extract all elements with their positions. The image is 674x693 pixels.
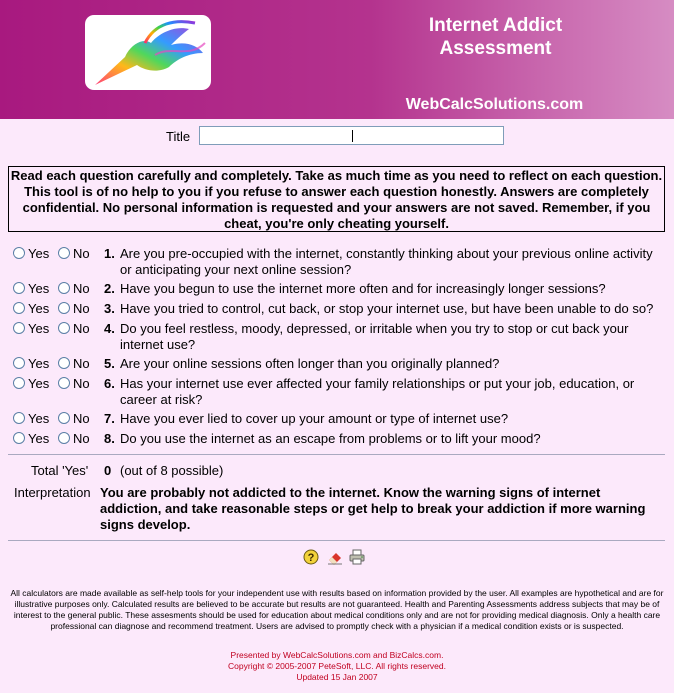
title-label: Title [166,129,191,144]
no-radio[interactable] [58,302,70,314]
no-label: No [73,411,90,426]
question-number: 6. [104,376,115,391]
yes-label: Yes [28,321,50,336]
question-number: 8. [104,431,115,446]
yes-radio[interactable] [13,412,25,424]
no-radio[interactable] [58,322,70,334]
no-label: No [73,246,90,261]
yes-label: Yes [28,411,50,426]
question-text: Are you pre-occupied with the internet, constantly thinking about your previous online activity or anticipating your next online session? [120,246,653,277]
interpretation-text: You are probably not addicted to the internet. Know the warning signs of internet addiction, and take reasonable steps or get help to break your addiction if more warning signs develop. [100,485,646,532]
yes-radio[interactable] [13,247,25,259]
question-number: 1. [104,246,115,261]
header-banner [0,0,674,119]
logo [85,15,211,90]
question-text: Have you tried to control, cut back, or stop your internet use, but have been unable to do so? [120,301,654,316]
question-number: 2. [104,281,115,296]
total-yes-label: Total 'Yes' [31,463,89,478]
yes-label: Yes [28,246,50,261]
divider [8,454,665,455]
no-label: No [73,431,90,446]
presented-by: Presented by WebCalcSolutions.com and BizCalcs.com. [230,650,444,660]
yes-label: Yes [28,356,50,371]
divider [8,540,665,541]
question-text: Have you begun to use the internet more often and for increasingly longer sessions? [120,281,606,296]
svg-text:?: ? [307,552,315,564]
instructions-box: Read each question carefully and completely. Take as much time as you need to reflect on each question. This tool is of no help to you if you refuse to answer each question honestly. Answers are completely confidential. No personal information is requested and your answers are not saved. Remember, if you cheat, you're only cheating yourself. [8,166,665,232]
yes-label: Yes [28,281,50,296]
total-yes-value: 0 [104,463,112,478]
question-text: Are your online sessions often longer than you originally planned? [120,356,500,371]
title-input[interactable] [199,126,504,145]
yes-radio[interactable] [13,302,25,314]
yes-radio[interactable] [13,377,25,389]
yes-radio[interactable] [13,432,25,444]
question-number: 3. [104,301,115,316]
no-label: No [73,301,90,316]
no-radio[interactable] [58,247,70,259]
yes-radio[interactable] [13,357,25,369]
help-icon[interactable] [303,549,319,565]
hummingbird-logo-icon [85,15,211,90]
total-yes-note: (out of 8 possible) [120,463,224,478]
no-radio[interactable] [58,377,70,389]
disclaimer: All calculators are made available as self-help tools for your independent use with results based on information provided by the user. All examples are hypothetical and are for illustrative purposes only. Calculated results are believed to be accurate but results are not guaranteed. Health and Parenting Assessments address subjects that may be of interest to the general public. These assesments should be used for education about medical conditions only and are not for providing medical diagnosis. Only a health care professional can diagnose and recommend treatment. Users are advised to promptly check with a physician if a medical condition exists or is suspected. [10,588,664,631]
copyright: Copyright © 2005-2007 PeteSoft, LLC. All rights reserved. [228,661,446,671]
interpretation-label: Interpretation [14,485,91,500]
question-number: 5. [104,356,115,371]
no-label: No [73,376,90,391]
yes-radio[interactable] [13,322,25,334]
no-label: No [73,321,90,336]
page-title: Internet Addict Assessment [428,15,563,59]
question-text: Do you use the internet as an escape from problems or to lift your mood? [120,431,541,446]
updated-date: Updated 15 Jan 2007 [296,672,378,682]
no-radio[interactable] [58,412,70,424]
toolbar [303,549,373,567]
no-label: No [73,281,90,296]
question-text: Has your internet use ever affected your family relationships or put your job, education, or career at risk? [120,376,635,407]
question-number: 7. [104,411,115,426]
no-radio[interactable] [58,282,70,294]
question-number: 4. [104,321,115,336]
yes-label: Yes [28,376,50,391]
no-label: No [73,356,90,371]
title-row [0,126,674,148]
yes-label: Yes [28,301,50,316]
yes-label: Yes [28,431,50,446]
site-name: WebCalcSolutions.com [405,96,584,113]
no-radio[interactable] [58,432,70,444]
print-icon[interactable] [349,549,365,565]
credits [0,650,674,683]
eraser-icon[interactable] [327,549,343,565]
text-caret [352,130,353,142]
question-text: Do you feel restless, moody, depressed, or irritable when you try to stop or cut back your internet use? [120,321,629,352]
question-text: Have you ever lied to cover up your amount or type of internet use? [120,411,509,426]
no-radio[interactable] [58,357,70,369]
yes-radio[interactable] [13,282,25,294]
